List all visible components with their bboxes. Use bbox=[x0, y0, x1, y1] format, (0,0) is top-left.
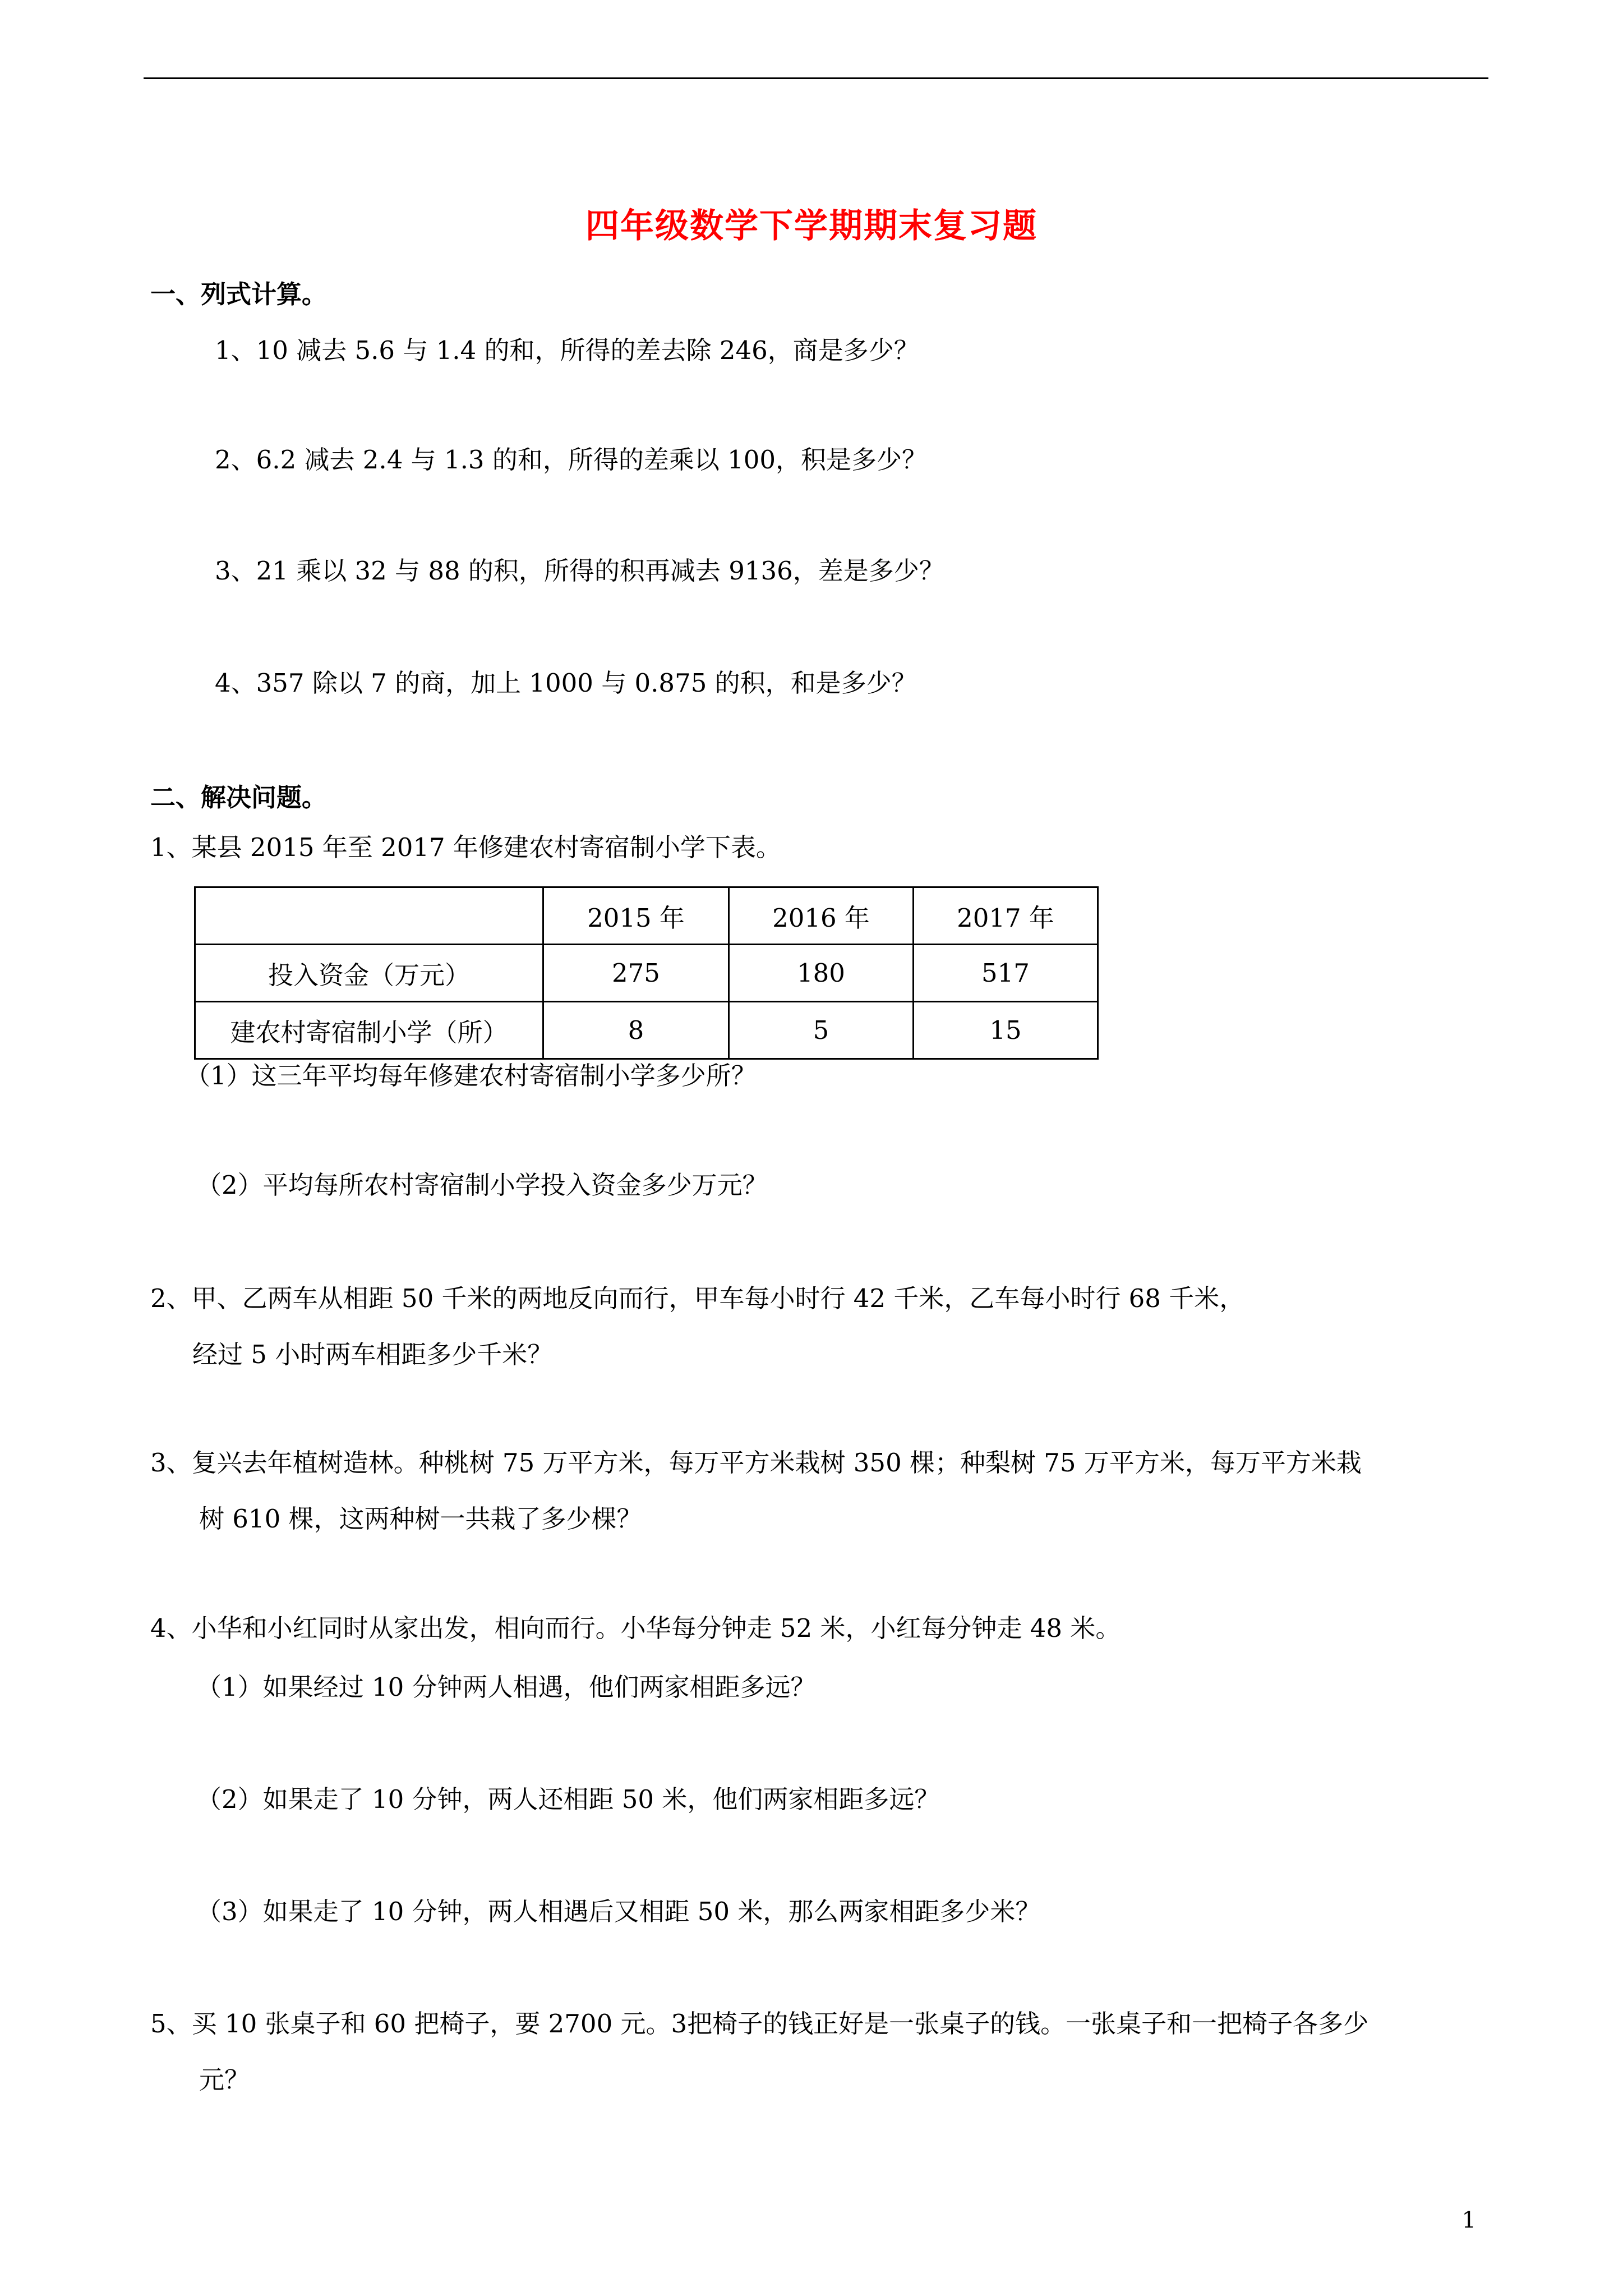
header-rule bbox=[144, 77, 1488, 79]
table-header-cell bbox=[195, 887, 543, 945]
table-cell: 投入资金（万元） bbox=[195, 945, 543, 1002]
problem-4-text: 4、小华和小红同时从家出发，相向而行。小华每分钟走 52 米，小红每分钟走 48 米。 bbox=[150, 1613, 1121, 1643]
calc-item-4: 4、357 除以 7 的商，加上 1000 与 0.875 的积，和是多少？ bbox=[215, 668, 917, 698]
problem-2-line-1: 2、甲、乙两车从相距 50 千米的两地反向而行，甲车每小时行 42 千米，乙车每小时行 68 千米， bbox=[150, 1283, 1245, 1313]
calc-item-3: 3、21 乘以 32 与 88 的积，所得的积再减去 9136，差是多少？ bbox=[215, 556, 944, 586]
problem-5-line-1: 5、买 10 张桌子和 60 把椅子，要 2700 元。3把椅子的钱正好是一张桌子的钱。一张桌子和一把椅子各多少 bbox=[150, 2009, 1369, 2039]
table-cell: 517 bbox=[914, 945, 1098, 1002]
table-header-row bbox=[195, 887, 1098, 945]
problem-3-line-1: 3、复兴去年植树造林。种桃树 75 万平方米，每万平方米栽树 350 棵；种梨树 75 万平方米，每万平方米栽 bbox=[150, 1448, 1362, 1478]
table-cell: 5 bbox=[729, 1002, 914, 1059]
problem-2-line-2: 经过 5 小时两车相距多少千米？ bbox=[192, 1340, 553, 1369]
construction-table bbox=[194, 886, 1099, 1060]
table-header-cell: 2015 年 bbox=[543, 887, 729, 945]
table-header-cell: 2016 年 bbox=[729, 887, 914, 945]
table-header-cell: 2017 年 bbox=[914, 887, 1098, 945]
calc-item-1: 1、10 减去 5.6 与 1.4 的和，所得的差去除 246，商是多少？ bbox=[215, 335, 919, 365]
problem-1-sub-2: （2）平均每所农村寄宿制小学投入资金多少万元？ bbox=[196, 1170, 768, 1200]
table-cell: 建农村寄宿制小学（所） bbox=[195, 1002, 543, 1059]
section-heading-calculation: 一、列式计算。 bbox=[150, 279, 328, 309]
table-row bbox=[195, 1002, 1098, 1059]
table-row bbox=[195, 945, 1098, 1002]
problem-3-line-2: 树 610 棵，这两种树一共栽了多少棵？ bbox=[199, 1504, 642, 1534]
problem-4-sub-1: （1）如果经过 10 分钟两人相遇，他们两家相距多远？ bbox=[196, 1672, 816, 1702]
table-cell: 15 bbox=[914, 1002, 1098, 1059]
page-number: 1 bbox=[1461, 2207, 1476, 2233]
table-cell: 180 bbox=[729, 945, 914, 1002]
problem-1-sub-1: （1）这三年平均每年修建农村寄宿制小学多少所？ bbox=[185, 1061, 757, 1091]
table-cell: 275 bbox=[543, 945, 729, 1002]
calc-item-2: 2、6.2 减去 2.4 与 1.3 的和，所得的差乘以 100，积是多少？ bbox=[215, 445, 928, 475]
problem-1-text: 1、某县 2015 年至 2017 年修建农村寄宿制小学下表。 bbox=[150, 832, 781, 862]
problem-4-sub-2: （2）如果走了 10 分钟，两人还相距 50 米，他们两家相距多远？ bbox=[196, 1784, 940, 1814]
section-heading-problems: 二、解决问题。 bbox=[150, 783, 328, 812]
page-title: 四年级数学下学期期末复习题 bbox=[585, 206, 1038, 246]
problem-5-line-2: 元？ bbox=[199, 2065, 250, 2095]
table-cell: 8 bbox=[543, 1002, 729, 1059]
problem-4-sub-3: （3）如果走了 10 分钟，两人相遇后又相距 50 米，那么两家相距多少米？ bbox=[196, 1897, 1041, 1926]
